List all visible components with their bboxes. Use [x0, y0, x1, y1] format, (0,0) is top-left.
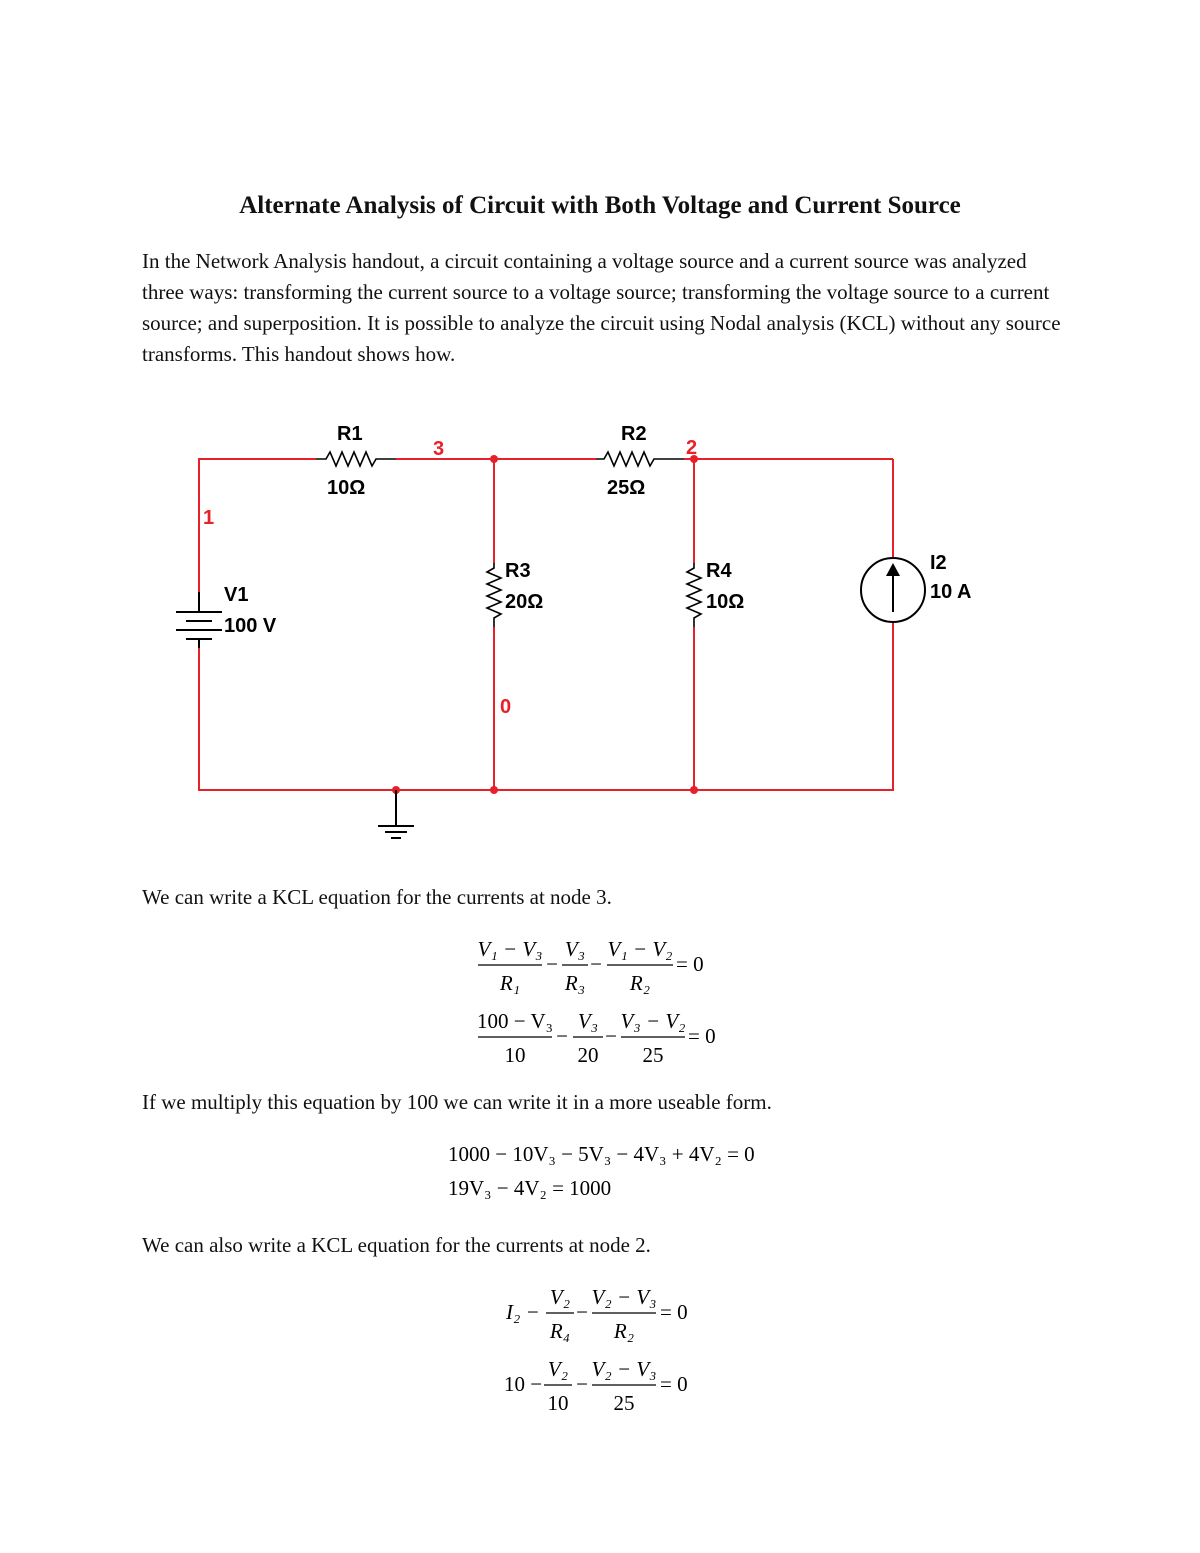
- multiply-paragraph: If we multiply this equation by 100 we can write it in a more useable form.: [142, 1090, 772, 1114]
- r4-label: R4: [706, 560, 732, 582]
- eq6-rhs: = 0: [660, 1372, 688, 1396]
- r1-value: 10Ω: [327, 477, 366, 499]
- eq1-num3: V₁ − V₂: [607, 937, 673, 961]
- eq5-lead: I₂ −: [506, 1300, 540, 1324]
- node-dots: [392, 455, 698, 794]
- i2-label: I2: [930, 552, 947, 574]
- eq2-num3: V₃ − V₂: [620, 1009, 686, 1033]
- eq5-den1: R₄: [549, 1319, 571, 1343]
- eq2-minus2: −: [605, 1024, 617, 1048]
- eq6-minus: −: [576, 1372, 588, 1396]
- r3-label: R3: [505, 560, 531, 582]
- eq1-minus2: −: [590, 952, 602, 976]
- eq1-minus1: −: [546, 952, 558, 976]
- i2-value: 10 A: [930, 581, 972, 603]
- node3-paragraph: We can write a KCL equation for the currents at node 3.: [142, 885, 612, 909]
- r1-resistor: [316, 452, 396, 466]
- eq2-den3: 25: [642, 1043, 664, 1067]
- document-title: Alternate Analysis of Circuit with Both Voltage and Current Source: [239, 192, 961, 219]
- eq6-num2: V₂ − V₃: [591, 1357, 657, 1381]
- eq1-num1: V₁ − V₃: [477, 937, 543, 961]
- v1-value: 100 V: [224, 615, 277, 637]
- r3-resistor: [487, 563, 501, 627]
- equation-4: 19V₃ − 4V₂ = 1000: [448, 1176, 612, 1200]
- equation-5: [500, 1280, 720, 1350]
- eq2-den2: 20: [577, 1043, 599, 1067]
- intro-paragraph: In the Network Analysis handout, a circuit containing a voltage source and a current source was analyzed three ways: transforming the current source to a voltage source; transforming the voltage source to a current source; and superposition. It is possible to analyze the circuit using Nodal analysis (KCL) without any source transforms. This handout shows how.: [142, 249, 1061, 366]
- node-2-label: 2: [686, 437, 698, 459]
- eq5-den2: R₂: [613, 1319, 635, 1343]
- equation-2: [470, 1004, 740, 1074]
- equation-1: [470, 932, 730, 1002]
- eq5-num2: V₂ − V₃: [591, 1285, 657, 1309]
- r2-resistor: [596, 452, 684, 466]
- eq2-den1: 10: [504, 1043, 526, 1067]
- eq1-num2: V₃: [564, 937, 586, 961]
- eq5-rhs: = 0: [660, 1300, 688, 1324]
- r3-value: 20Ω: [505, 591, 544, 613]
- eq1-den3: R₂: [629, 971, 651, 995]
- eq2-rhs: = 0: [688, 1024, 716, 1048]
- node-3-label: 3: [433, 438, 445, 460]
- node2-paragraph: We can also write a KCL equation for the currents at node 2.: [142, 1233, 651, 1257]
- node-1-label: 1: [203, 507, 215, 529]
- eq5-minus: −: [576, 1300, 588, 1324]
- r4-value: 10Ω: [706, 591, 745, 613]
- eq2-num1: 100 − V₃: [477, 1009, 553, 1033]
- circuit-wires: [199, 459, 893, 790]
- eq5-num1: V₂: [549, 1285, 571, 1309]
- eq6-den2: 25: [613, 1391, 635, 1415]
- eq6-num1: V₂: [547, 1357, 569, 1381]
- eq6-den1: 10: [547, 1391, 569, 1415]
- ground-icon: [378, 790, 414, 838]
- r1-label: R1: [337, 423, 363, 445]
- eq1-den2: R₃: [564, 971, 586, 995]
- eq1-rhs: = 0: [676, 952, 704, 976]
- v1-battery: [176, 592, 222, 648]
- i2-current-source: [861, 558, 925, 622]
- eq2-num2: V₃: [577, 1009, 599, 1033]
- r2-value: 25Ω: [607, 477, 646, 499]
- eq6-lead: 10 −: [504, 1372, 543, 1396]
- eq2-minus1: −: [556, 1024, 568, 1048]
- equation-3: 1000 − 10V₃ − 5V₃ − 4V₃ + 4V₂ = 0: [448, 1142, 755, 1166]
- eq1-den1: R₁: [499, 971, 521, 995]
- equation-6: [500, 1352, 720, 1422]
- r2-label: R2: [621, 423, 647, 445]
- node-0-label: 0: [500, 696, 512, 718]
- v1-label: V1: [224, 584, 249, 606]
- equations-3-4: [440, 1135, 780, 1205]
- r4-resistor: [687, 563, 701, 627]
